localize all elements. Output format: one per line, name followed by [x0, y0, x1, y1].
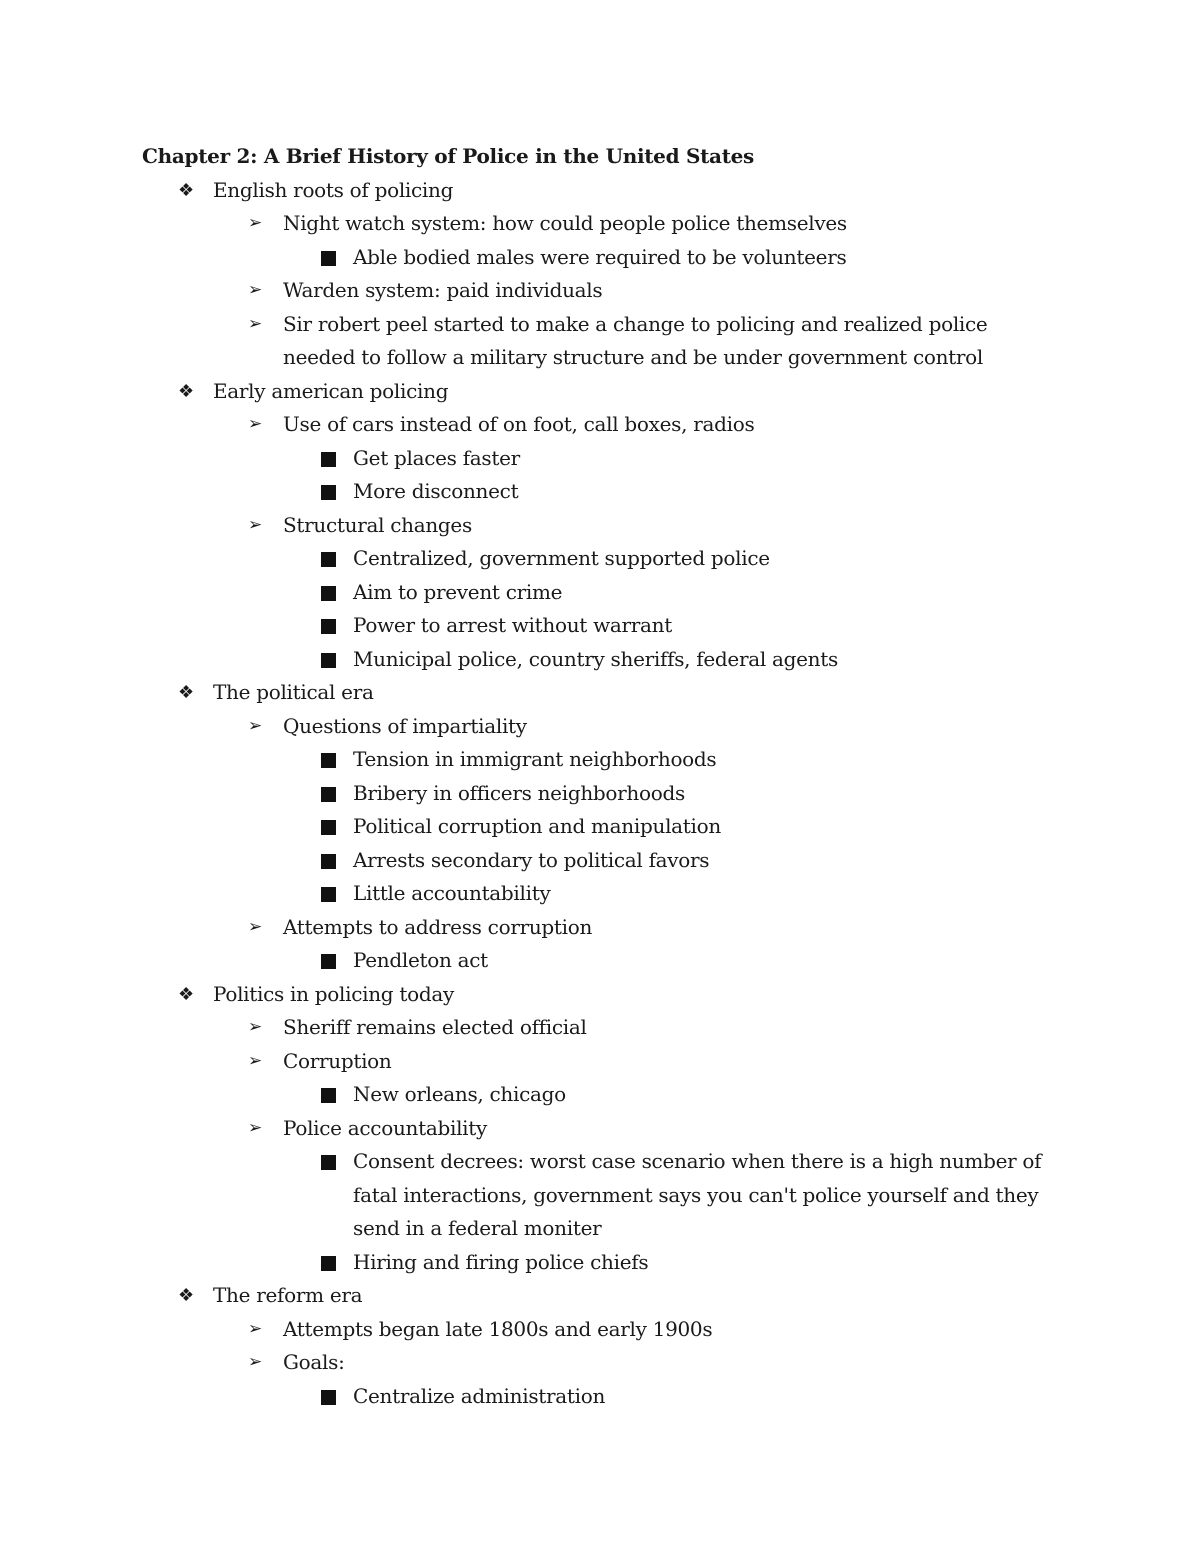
sub-list-item-text: Able bodied males were required to be volunteers	[353, 244, 847, 269]
sub-list-item	[142, 576, 1142, 610]
black-square-bullet-icon	[321, 653, 336, 668]
sub-list-item	[142, 877, 1142, 911]
sub-list-item	[142, 1246, 1142, 1280]
sub-list-item-text: Get places faster	[353, 445, 520, 470]
list-item-text: Police accountability	[283, 1115, 487, 1140]
sub-list-item-text: Arrests secondary to political favors	[353, 847, 710, 872]
arrowhead-bullet-icon: ➢	[248, 1017, 262, 1037]
sub-list-item	[142, 1145, 1142, 1246]
diamond-four-bullet-icon: ❖	[178, 380, 194, 402]
list-item-text: Attempts to address corruption	[283, 914, 593, 939]
sub-list-item-text: Consent decrees: worst case scenario when there is a high number of fatal interactions, government says you can't police yourself and they send in a federal moniter	[353, 1149, 1042, 1240]
sub-list-item	[142, 442, 1142, 476]
sub-list-item	[142, 1380, 1142, 1414]
black-square-bullet-icon	[321, 485, 336, 500]
arrowhead-bullet-icon: ➢	[248, 414, 262, 434]
diamond-four-bullet-icon: ❖	[178, 682, 194, 703]
sub-list-item-text: Centralized, government supported police	[353, 546, 770, 570]
black-square-bullet-icon	[321, 586, 336, 601]
arrowhead-bullet-icon: ➢	[248, 715, 262, 736]
section-heading	[142, 174, 1142, 208]
sub-list-item	[142, 743, 1142, 777]
black-square-bullet-icon	[321, 1155, 336, 1170]
list-item	[142, 1011, 1142, 1045]
arrowhead-bullet-icon: ➢	[248, 1117, 262, 1138]
diamond-four-bullet-icon: ❖	[178, 179, 194, 201]
section-heading-text: English roots of policing	[213, 177, 454, 202]
black-square-bullet-icon	[321, 887, 336, 902]
section-heading-text: The reform era	[213, 1283, 363, 1307]
black-square-bullet-icon	[321, 753, 336, 768]
list-item-text: Attempts began late 1800s and early 1900s	[283, 1316, 713, 1341]
list-item-text: Warden system: paid individuals	[283, 278, 603, 302]
document-body	[142, 140, 1142, 1413]
sub-list-item-text: New orleans, chicago	[353, 1082, 566, 1106]
sub-list-item-text: Power to arrest without warrant	[353, 613, 672, 637]
sub-list-item	[142, 643, 1142, 677]
list-item-text: Structural changes	[283, 512, 472, 537]
sub-list-item	[142, 475, 1142, 509]
sub-list-item-text: More disconnect	[353, 479, 519, 503]
arrowhead-bullet-icon: ➢	[248, 1050, 262, 1071]
black-square-bullet-icon	[321, 552, 336, 567]
black-square-bullet-icon	[321, 619, 336, 634]
list-item	[142, 274, 1142, 308]
sub-list-item	[142, 944, 1142, 978]
outline-list	[142, 174, 1142, 1414]
sub-list-item	[142, 844, 1142, 878]
sub-list-item	[142, 609, 1142, 643]
sub-list-item	[142, 1078, 1142, 1112]
list-item	[142, 1313, 1142, 1347]
black-square-bullet-icon	[321, 452, 336, 467]
section-heading	[142, 1279, 1142, 1313]
section-heading	[142, 375, 1142, 409]
list-item	[142, 308, 1142, 375]
section-heading	[142, 676, 1142, 710]
black-square-bullet-icon	[321, 820, 336, 835]
black-square-bullet-icon	[321, 787, 336, 802]
sub-list-item-text: Hiring and firing police chiefs	[353, 1249, 649, 1274]
sub-list-item-text: Pendleton act	[353, 948, 488, 972]
sub-list-item-text: Municipal police, country sheriffs, federal agents	[353, 646, 838, 671]
sub-list-item-text: Tension in immigrant neighborhoods	[353, 747, 717, 771]
sub-list-item-text: Little accountability	[353, 881, 551, 905]
section-heading-text: Early american policing	[213, 378, 449, 403]
list-item-text: Goals:	[283, 1350, 345, 1374]
arrowhead-bullet-icon: ➢	[248, 280, 262, 300]
list-item-text: Sheriff remains elected official	[283, 1015, 587, 1039]
black-square-bullet-icon	[321, 1088, 336, 1103]
list-item	[142, 1346, 1142, 1380]
list-item	[142, 1112, 1142, 1146]
arrowhead-bullet-icon: ➢	[248, 1352, 262, 1372]
arrowhead-bullet-icon: ➢	[248, 313, 262, 334]
list-item	[142, 1045, 1142, 1079]
list-item-text: Night watch system: how could people police themselves	[283, 211, 847, 235]
sub-list-item	[142, 777, 1142, 811]
list-item	[142, 509, 1142, 543]
sub-list-item	[142, 241, 1142, 275]
arrowhead-bullet-icon: ➢	[248, 213, 262, 233]
black-square-bullet-icon	[321, 1256, 336, 1271]
arrowhead-bullet-icon: ➢	[248, 1318, 262, 1339]
list-item	[142, 408, 1142, 442]
diamond-four-bullet-icon: ❖	[178, 983, 194, 1005]
list-item-text: Questions of impartiality	[283, 713, 527, 738]
list-item	[142, 207, 1142, 241]
black-square-bullet-icon	[321, 854, 336, 869]
sub-list-item	[142, 542, 1142, 576]
sub-list-item-text: Political corruption and manipulation	[353, 814, 721, 838]
section-heading	[142, 978, 1142, 1012]
arrowhead-bullet-icon: ➢	[248, 514, 262, 535]
list-item	[142, 911, 1142, 945]
diamond-four-bullet-icon: ❖	[178, 1285, 194, 1306]
list-item-text: Use of cars instead of on foot, call boxes, radios	[283, 412, 755, 436]
sub-list-item-text: Bribery in officers neighborhoods	[353, 780, 685, 805]
sub-list-item	[142, 810, 1142, 844]
section-heading-text: The political era	[213, 680, 374, 704]
list-item-text: Corruption	[283, 1048, 392, 1073]
black-square-bullet-icon	[321, 251, 336, 266]
sub-list-item-text: Aim to prevent crime	[353, 579, 563, 604]
sub-list-item-text: Centralize administration	[353, 1383, 606, 1408]
black-square-bullet-icon	[321, 1390, 336, 1405]
list-item	[142, 710, 1142, 744]
arrowhead-bullet-icon: ➢	[248, 916, 262, 937]
black-square-bullet-icon	[321, 954, 336, 969]
section-heading-text: Politics in policing today	[213, 981, 454, 1006]
page-title: Chapter 2: A Brief History of Police in the United States	[142, 144, 755, 168]
list-item-text: Sir robert peel started to make a change to policing and realized police needed to follow a military structure and be under government control	[283, 311, 988, 369]
